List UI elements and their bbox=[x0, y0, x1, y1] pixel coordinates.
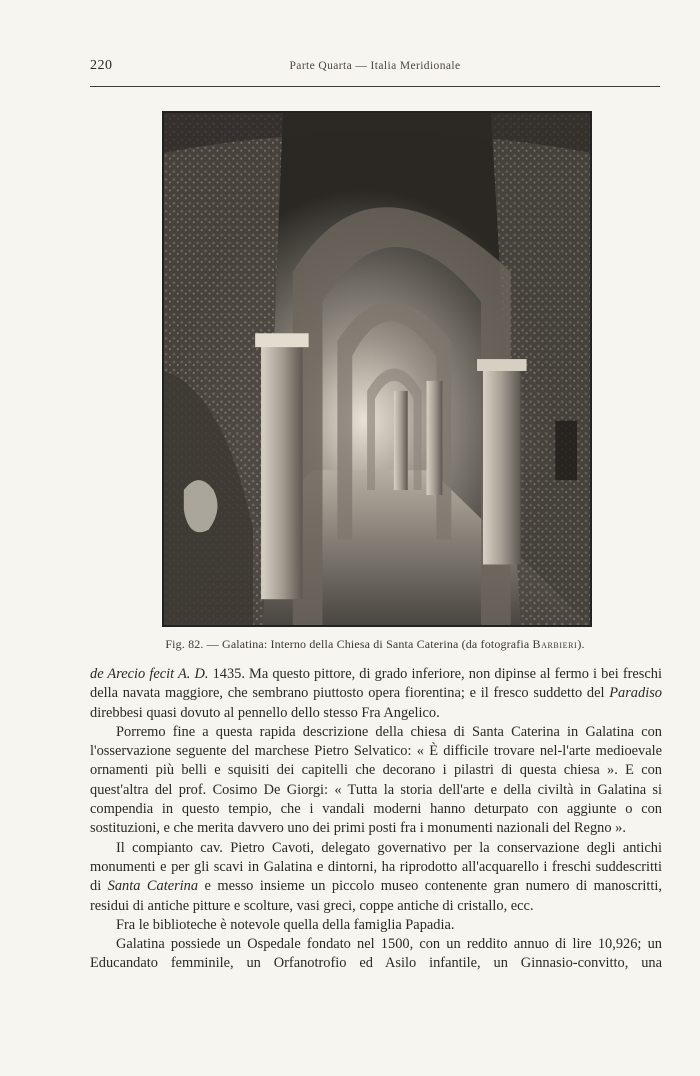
caption-photographer-credit: Barbieri bbox=[532, 637, 578, 651]
paragraph-1-text: 1435. Ma questo pittore, di grado inferiore, non dipinse al fermo i bei freschi della navata maggiore, che sembrano piuttosto opera fiorentina; e il fresco suddetto del bbox=[90, 666, 662, 702]
figure-caption bbox=[90, 637, 660, 652]
page-number: 220 bbox=[90, 58, 113, 73]
paragraph-3-italic: Santa Caterina bbox=[107, 878, 199, 895]
paragraph-1-italic-start: de Arecio fecit A. D. bbox=[90, 666, 209, 682]
caption-suffix: ). bbox=[577, 637, 585, 651]
paragraph-5: Galatina possiede un Ospedale fondato nel 1500, con un reddito annuo di lire 10,926; un Educandato femminile, un Orfanotrofio ed Asilo infantile, un Ginnasio-convitto, una bbox=[90, 936, 662, 972]
paragraph-2: Porremo fine a questa rapida descrizione della chiesa di Santa Caterina in Galatina con l'osservazione seguente del marchese Pietro Selvatico: « È difficile trovare nel-l'arte medioevale ornamenti più belli e squisiti dei capitelli che decorano i pilastri di questa chiesa ». E con quest'altra del prof. Cosimo De Giorgi: « Tutta la storia dell'arte e della civiltà in Galatina si compendia in questo tempio, che i vandali moderni hanno deturpato con aggiunte o con sostituzioni, e che merita davvero uno dei primi posti fra i monumenti nazionali del Regno ». bbox=[90, 723, 662, 837]
paragraph-1-text-end: direbbesi quasi dovuto al pennello dello stesso Fra Angelico. bbox=[90, 704, 440, 721]
paragraph-1-italic-paradiso: Paradiso bbox=[609, 685, 662, 702]
photo-illustration bbox=[164, 113, 590, 625]
paragraph-3-text-end: e messo insieme un piccolo museo contenente gran numero di manoscritti, residui di antiche pitture e scolture, vasi greci, coppe antiche di cristallo, ecc. bbox=[90, 878, 662, 914]
paragraph-4: Fra le biblioteche è notevole quella della famiglia Papadia. bbox=[116, 916, 455, 933]
paragraph-3-text: Il compianto cav. Pietro Cavoti, delegato governativo per la conservazione degli antichi monumenti e per gli scavi in Galatina e dintorni, ha riprodotto all'acquarello i freschi suddescritti di bbox=[90, 839, 662, 895]
caption-text: Fig. 82. — Galatina: Interno della Chiesa di Santa Caterina (da fotografia bbox=[165, 637, 533, 651]
paragraph-1 bbox=[90, 665, 662, 723]
body-text bbox=[90, 665, 662, 974]
running-title: Parte Quarta — Italia Meridionale bbox=[289, 60, 461, 72]
header-rule bbox=[90, 86, 660, 87]
page-header bbox=[90, 58, 660, 78]
paragraph-3 bbox=[90, 839, 662, 916]
church-interior-photograph bbox=[162, 111, 592, 627]
